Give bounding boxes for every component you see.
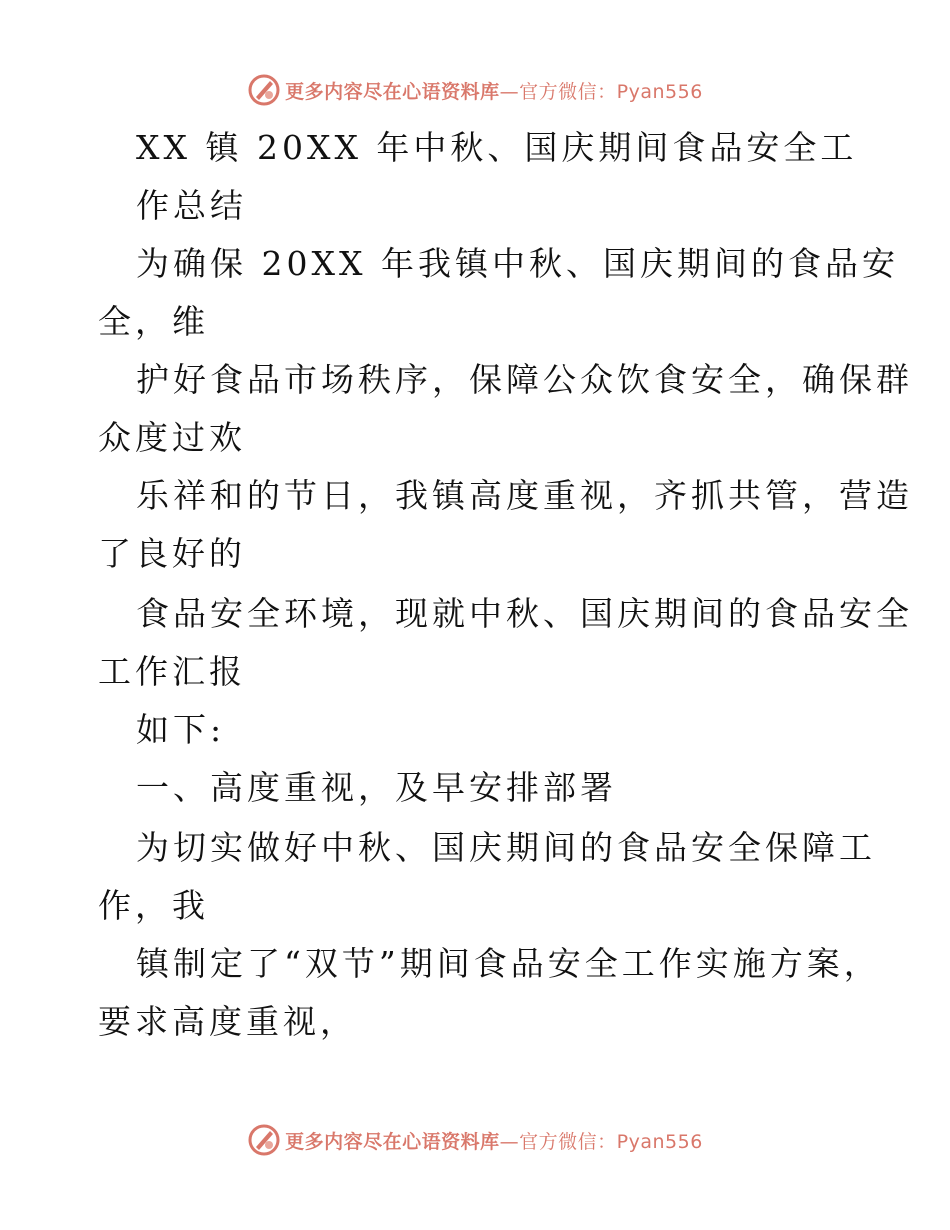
footer-watermark	[0, 1120, 950, 1160]
footer-separator: —	[499, 1130, 520, 1153]
doc-line: 要求高度重视，	[98, 1002, 357, 1041]
header-watermark-text	[285, 77, 703, 104]
header-wechat: 官方微信：Pyan556	[519, 80, 703, 103]
footer-wechat: 官方微信：Pyan556	[519, 1130, 703, 1153]
doc-line: 众度过欢	[98, 418, 246, 457]
brand-logo-icon	[247, 1123, 281, 1157]
footer-brand: 更多内容尽在心语资料库	[285, 1130, 500, 1153]
header-separator: —	[499, 80, 520, 103]
doc-line: 如下:	[136, 710, 226, 749]
doc-title-line-2: 作总结	[136, 186, 247, 225]
doc-title-line-1: XX 镇 20XX 年中秋、国庆期间食品安全工	[136, 128, 858, 167]
doc-line: 作，我	[98, 886, 209, 925]
header-brand: 更多内容尽在心语资料库	[285, 80, 500, 103]
doc-line: 工作汇报	[98, 652, 246, 691]
doc-line: 乐祥和的节日，我镇高度重视，齐抓共管，营造	[136, 476, 913, 515]
footer-watermark-text	[285, 1127, 703, 1154]
doc-line: 食品安全环境，现就中秋、国庆期间的食品安全	[136, 594, 913, 633]
header-watermark	[0, 70, 950, 110]
doc-line: 镇制定了“双节”期间食品安全工作实施方案，	[136, 944, 881, 983]
doc-line: 了良好的	[98, 534, 246, 573]
doc-line: 全，维	[98, 302, 209, 341]
doc-line: 为确保 20XX 年我镇中秋、国庆期间的食品安	[136, 244, 899, 283]
brand-logo-icon	[247, 73, 281, 107]
doc-line: 为切实做好中秋、国庆期间的食品安全保障工	[136, 828, 876, 867]
doc-line: 护好食品市场秩序，保障公众饮食安全，确保群	[136, 360, 913, 399]
section-heading: 一、高度重视，及早安排部署	[136, 768, 617, 807]
